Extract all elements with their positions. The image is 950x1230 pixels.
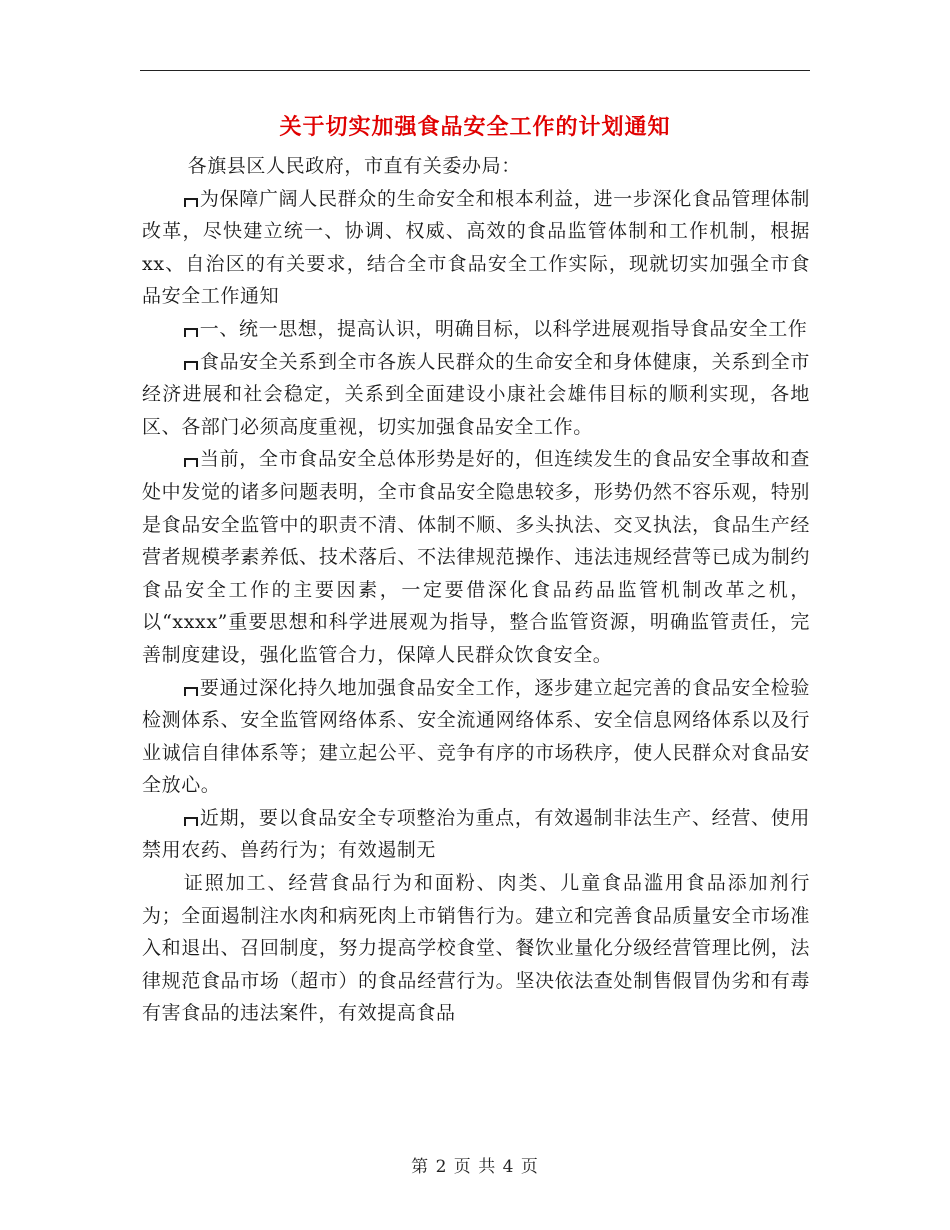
bracket-mark-icon [184,817,198,826]
paragraph [142,443,810,671]
section-heading-text: 一、统一思想，提高认识，明确目标，以科学进展观指导食品安全工作 [199,317,808,340]
bracket-mark-icon [184,198,198,207]
document-title: 关于切实加强食品安全工作的计划通知 [279,114,671,140]
paragraph [142,346,810,444]
paragraph-text: 证照加工、经营食品行为和面粉、肉类、儿童食品滥用食品添加剂行为；全面遏制注水肉和病死肉上市销售行为。建立和完善食品质量安全市场准入和退出、召回制度，努力提高学校食堂、餐饮业量化分级经营管理比例，法律规范食品市场（超市）的食品经营行为。坚决依法查处制售假冒伪劣和有毒有害食品的违法案件，有效提高食品 [142,872,810,1025]
paragraph [142,802,810,867]
document-body [142,150,810,1030]
bracket-mark-icon [184,328,198,337]
bracket-mark-icon [184,361,198,370]
bracket-mark-icon [184,458,198,467]
paragraph-text: 要通过深化持久地加强食品安全工作，逐步建立起完善的食品安全检验检测体系、安全监管网络体系、安全流通网络体系、安全信息网络体系以及行业诚信自律体系等；建立起公平、竞争有序的市场秩序，使人民群众对食品安全放心。 [142,676,810,797]
section-heading [142,313,810,346]
paragraph [142,183,810,313]
paragraph-text: 食品安全关系到全市各族人民群众的生命安全和身体健康，关系到全市经济进展和社会稳定，关系到全面建设小康社会雄伟目标的顺利实现，各地区、各部门必须高度重视，切实加强食品安全工作。 [142,350,810,438]
paragraph-text: 当前，全市食品安全总体形势是好的，但连续发生的食品安全事故和查处中发觉的诸多问题表明，全市食品安全隐患较多，形势仍然不容乐观，特别是食品安全监管中的职责不清、体制不顺、多头执法、交叉执法，食品生产经营者规模孝素养低、技术落后、不法律规范操作、违法违规经营等已成为制约食品安全工作的主要因素，一定要借深化食品药品监管机制改革之机，以“xxxx”重要思想和科学进展观为指导，整合监管资源，明确监管责任，完善制度建设，强化监管合力，保障人民群众饮食安全。 [142,448,810,666]
page-footer: 第 2 页 共 4 页 [411,1157,539,1177]
paragraph [142,672,810,802]
paragraph-text: 近期，要以食品安全专项整治为重点，有效遏制非法生产、经营、使用禁用农药、兽药行为；有效遏制无 [142,806,810,862]
bracket-mark-icon [184,687,198,696]
paragraph [142,867,810,1030]
header-rule [140,70,810,71]
salutation: 各旗县区人民政府，市直有关委办局： [187,155,521,177]
paragraph-text: 为保障广阔人民群众的生命安全和根本利益，进一步深化食品管理体制改革，尽快建立统一、协调、权威、高效的食品监管体制和工作机制，根据xx、自治区的有关要求，结合全市食品安全工作实际，现就切实加强全市食品安全工作通知 [142,187,810,308]
